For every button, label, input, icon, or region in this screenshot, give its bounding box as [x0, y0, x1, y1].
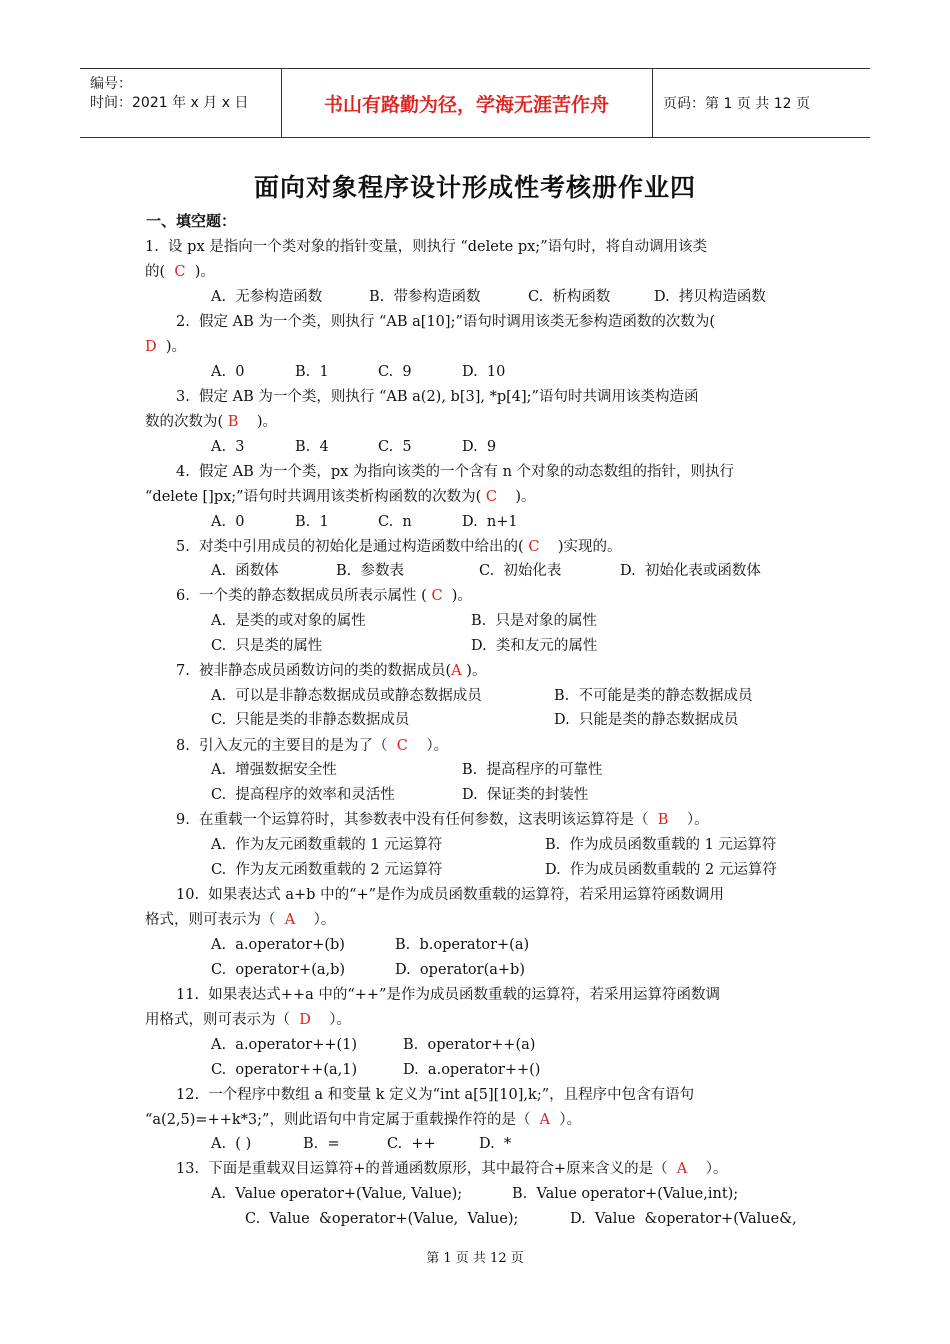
question-text: )。 [442, 588, 472, 604]
question-text: ）。 [668, 812, 709, 828]
question-2-option-C: C. 9 [378, 364, 412, 380]
time-label: 时间：2021 年 x 月 x 日 [90, 95, 249, 111]
question-5-option-B: B. 参数表 [336, 563, 404, 579]
question-6-option-C: C. 只是类的属性 [211, 638, 323, 654]
question-5-option-C: C. 初始化表 [479, 563, 562, 579]
question-11-line-1 [176, 985, 720, 1005]
question-text: “delete []px;”语句时共调用该类析构函数的次数为( [145, 489, 486, 505]
question-1-option-B: B. 带参构造函数 [369, 289, 481, 305]
question-8-option-A: A. 增强数据安全性 [211, 762, 337, 778]
question-6-line-1 [176, 586, 472, 606]
question-text: 10. 如果表达式 a+b 中的“+”是作为成员函数重载的运算符，若采用运算符函数调用 [176, 887, 725, 903]
question-8-line-1 [176, 736, 448, 756]
question-3-line-2 [145, 412, 277, 432]
question-2-option-A: A. 0 [211, 364, 245, 380]
question-4-option-D: D. n+1 [462, 514, 518, 530]
answer-mark: A [676, 1161, 688, 1177]
question-12-option-D: D. * [479, 1136, 512, 1152]
answer-mark: C [528, 539, 540, 555]
document-title: 面向对象程序设计形成性考核册作业四 [253, 173, 696, 202]
question-1-option-C: C. 析构函数 [528, 289, 611, 305]
question-9-line-1 [176, 810, 709, 830]
page-info [653, 69, 870, 137]
question-12-line-2 [145, 1110, 581, 1130]
question-8-option-B: B. 提高程序的可靠性 [462, 762, 603, 778]
question-10-option-B: B. b.operator+(a) [395, 937, 530, 953]
answer-mark: D [299, 1012, 311, 1028]
question-4-line-2 [145, 487, 536, 507]
question-text: ）。 [407, 738, 449, 754]
question-4-line-1 [176, 462, 734, 482]
question-text: 数的次数为( [145, 414, 228, 430]
question-8-option-C: C. 提高程序的效率和灵活性 [211, 787, 395, 803]
question-text: )。 [496, 489, 536, 505]
answer-mark: C [485, 489, 497, 505]
answer-mark: B [657, 812, 669, 828]
answer-mark: B [227, 414, 239, 430]
question-text: 7. 被非静态成员函数访问的类的数据成员( [176, 663, 452, 679]
question-text: ）。 [550, 1112, 582, 1128]
question-text: “a(2,5)=++k*3;”，则此语句中肯定属于重载操作符的是（ [145, 1112, 540, 1128]
question-12-option-A: A. ( ) [211, 1136, 252, 1152]
question-5-option-D: D. 初始化表或函数体 [620, 563, 761, 579]
question-7-option-D: D. 只能是类的静态数据成员 [554, 712, 739, 728]
question-2-option-D: D. 10 [462, 364, 506, 380]
answer-mark: A [284, 912, 296, 928]
question-9-option-D: D. 作为成员函数重载的 2 元运算符 [545, 862, 777, 878]
question-text: 4. 假定 AB 为一个类，px 为指向该类的一个含有 n 个对象的动态数组的指针，则执行 [176, 464, 735, 480]
question-6-option-D: D. 类和友元的属性 [471, 638, 598, 654]
question-text: ）。 [310, 1012, 352, 1028]
number-label: 编号： [90, 76, 132, 92]
question-11-option-A: A. a.operator++(1) [211, 1037, 358, 1053]
question-11-line-2 [145, 1010, 351, 1030]
question-text: ）。 [295, 912, 336, 928]
question-2-option-B: B. 1 [295, 364, 329, 380]
question-text: )。 [156, 339, 187, 355]
question-2-line-2 [145, 337, 186, 357]
question-10-option-A: A. a.operator+(b) [211, 937, 345, 953]
question-9-option-A: A. 作为友元函数重载的 1 元运算符 [211, 837, 443, 853]
question-text: )。 [238, 414, 278, 430]
answer-mark: C [396, 738, 408, 754]
question-1-line-1 [145, 237, 707, 257]
question-text: 格式，则可表示为（ [145, 912, 285, 928]
question-text: 9. 在重载一个运算符时，其参数表中没有任何参数，这表明该运算符是（ [176, 812, 658, 828]
section-heading: 一、填空题： [146, 212, 237, 230]
question-12-option-B: B. = [303, 1136, 340, 1152]
answer-mark: C [431, 588, 443, 604]
page-info-text: 页码：第 1 页 共 12 页 [663, 96, 810, 112]
question-text: 2. 假定 AB 为一个类，则执行 “AB a[10];”语句时调用该类无参构造函数的次数为( [176, 314, 716, 330]
question-13-option-C: C. Value &operator+(Value, Value); [245, 1211, 519, 1227]
question-1-line-2 [145, 262, 215, 282]
question-10-line-1 [176, 885, 724, 905]
question-1-option-A: A. 无参构造函数 [211, 289, 323, 305]
answer-mark: D [145, 339, 157, 355]
question-text: 的( [145, 264, 175, 280]
question-5-line-1 [176, 537, 622, 557]
question-3-option-C: C. 5 [378, 439, 412, 455]
question-12-line-1 [176, 1085, 694, 1105]
question-3-option-B: B. 4 [295, 439, 329, 455]
question-text: )。 [461, 663, 487, 679]
question-4-option-B: B. 1 [295, 514, 329, 530]
question-13-option-D: D. Value &operator+(Value&, [570, 1211, 797, 1227]
question-10-line-2 [145, 910, 335, 930]
question-3-option-A: A. 3 [211, 439, 245, 455]
question-7-line-1 [176, 661, 486, 681]
question-10-option-C: C. operator+(a,b) [211, 962, 346, 978]
question-text: 11. 如果表达式++a 中的“++”是作为成员函数重载的运算符，若采用运算符函数调 [176, 987, 720, 1003]
question-text: 用格式，则可表示为（ [145, 1012, 300, 1028]
question-7-option-A: A. 可以是非静态数据成员或静态数据成员 [211, 688, 482, 704]
question-10-option-D: D. operator(a+b) [395, 962, 525, 978]
question-9-option-C: C. 作为友元函数重载的 2 元运算符 [211, 862, 443, 878]
question-4-option-A: A. 0 [211, 514, 245, 530]
question-text: )实现的。 [539, 539, 622, 555]
question-6-option-B: B. 只是对象的属性 [471, 613, 597, 629]
question-11-option-D: D. a.operator++() [403, 1062, 541, 1078]
answer-mark: A [539, 1112, 551, 1128]
question-2-line-1 [176, 312, 715, 332]
question-13-line-1 [176, 1159, 727, 1179]
header-meta [80, 69, 282, 137]
question-text: 12. 一个程序中数组 a 和变量 k 定义为“int a[5][10],k;”，且程序中包含有语句 [176, 1087, 695, 1103]
question-13-option-B: B. Value operator+(Value,int); [512, 1186, 739, 1202]
question-text: 6. 一个类的静态数据成员所表示属性 ( [176, 588, 432, 604]
motto: 书山有路勤为径，学海无涯苦作舟 [281, 69, 653, 137]
question-text: 3. 假定 AB 为一个类，则执行 “AB a(2), b[3], *p[4];”语句时共调用该类构造函 [176, 389, 699, 405]
question-4-option-C: C. n [378, 514, 412, 530]
question-text: 13. 下面是重载双目运算符+的普通函数原形，其中最符合+原来含义的是（ [176, 1161, 677, 1177]
answer-mark: C [174, 264, 186, 280]
question-1-option-D: D. 拷贝构造函数 [654, 289, 766, 305]
question-text: )。 [185, 264, 215, 280]
question-11-option-C: C. operator++(a,1) [211, 1062, 358, 1078]
question-3-option-D: D. 9 [462, 439, 497, 455]
question-6-option-A: A. 是类的或对象的属性 [211, 613, 366, 629]
question-8-option-D: D. 保证类的封装性 [462, 787, 589, 803]
question-12-option-C: C. ++ [387, 1136, 436, 1152]
question-13-option-A: A. Value operator+(Value, Value); [211, 1186, 463, 1202]
answer-mark: A [451, 663, 462, 679]
question-3-line-1 [176, 387, 698, 407]
page-footer: 第 1 页 共 12 页 [426, 1251, 524, 1266]
question-9-option-B: B. 作为成员函数重载的 1 元运算符 [545, 837, 777, 853]
question-7-option-B: B. 不可能是类的静态数据成员 [554, 688, 753, 704]
question-5-option-A: A. 函数体 [211, 563, 279, 579]
question-11-option-B: B. operator++(a) [403, 1037, 536, 1053]
question-7-option-C: C. 只能是类的非静态数据成员 [211, 712, 410, 728]
question-text: ）。 [687, 1161, 728, 1177]
question-text: 1. 设 px 是指向一个类对象的指针变量，则执行 “delete px;”语句时，将自动调用该类 [145, 239, 708, 255]
question-text: 5. 对类中引用成员的初始化是通过构造函数中给出的( [176, 539, 529, 555]
question-text: 8. 引入友元的主要目的是为了（ [176, 738, 397, 754]
page-header [80, 68, 870, 138]
